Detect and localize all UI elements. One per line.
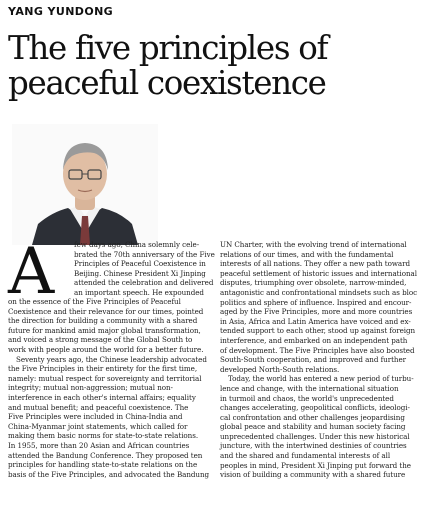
text-line: interests of all nations. They offer a new path toward <box>220 259 411 269</box>
text-line: attended the celebration and delivered <box>74 278 214 288</box>
headline-line-2: peaceful coexistence <box>8 64 326 102</box>
text-line: and mutual benefit; and peaceful coexistence. The <box>8 402 189 412</box>
text-line: work with people around the world for a better future. <box>8 344 204 354</box>
text-line: attended the Bandung Conference. They proposed ten <box>8 450 203 460</box>
text-line: peaceful settlement of historic issues and international <box>220 268 417 278</box>
drop-cap: A <box>8 235 55 309</box>
text-line: peoples in mind, President Xi Jinping put forward the <box>220 460 411 470</box>
text-line: South-South cooperation, and improved and further <box>220 355 406 365</box>
text-line: vision of building a community with a shared future <box>220 470 406 480</box>
text-line: Beijing. Chinese President Xi Jinping <box>74 268 206 278</box>
article-headline <box>8 31 428 101</box>
text-line: relations of our times, and with the fundamental <box>220 249 394 259</box>
text-line: aged by the Five Principles, more and more countries <box>220 307 413 317</box>
text-line: global peace and stability and human society facing <box>220 422 406 432</box>
text-line: in Asia, Africa and Latin America have voiced and ex- <box>220 316 411 326</box>
text-line: the Five Principles in their entirety for the first time, <box>8 364 198 374</box>
text-line: integrity; mutual non-aggression; mutual non- <box>8 383 173 393</box>
text-line: antagonistic and confrontational mindsets such as bloc <box>220 287 418 297</box>
text-line: on the essence of the Five Principles of Peaceful <box>8 297 181 306</box>
text-line: namely: mutual respect for sovereignty and territorial <box>8 373 202 383</box>
text-line: disputes, triumphing over obsolete, narrow-minded, <box>220 278 407 288</box>
text-line: China-Myanmar joint statements, which called for <box>8 421 188 431</box>
text-line: an important speech. He expounded <box>74 287 204 297</box>
text-line: unprecedented challenges. Under this new historical <box>220 431 410 441</box>
text-line: and voiced a strong message of the Global South to <box>8 335 193 345</box>
text-line: developed North-South relations. <box>220 364 340 374</box>
text-line: future for mankind amid major global transformation, <box>8 325 201 335</box>
text-line: of development. The Five Principles have also boosted <box>220 345 415 355</box>
text-line: interference in each other's internal affairs; equality <box>8 392 196 402</box>
text-line: and the shared and fundamental interests of all <box>220 451 391 461</box>
text-line: lence and change, with the international situation <box>220 383 399 393</box>
text-line: in turmoil and chaos, the world's unprecedented <box>220 393 394 403</box>
headline-line-1: The five principles of <box>8 29 328 67</box>
author-portrait-photo <box>12 124 158 245</box>
text-line: the direction for building a community with a shared <box>8 316 198 326</box>
text-line: Seventy years ago, the Chinese leadership advocated <box>16 354 207 364</box>
text-line: Five Principles were included in China-India and <box>8 412 183 422</box>
text-line: Coexistence and their relevance for our times, pointed <box>8 306 204 316</box>
text-line: brated the 70th anniversary of the Five <box>74 249 215 259</box>
text-line: Today, the world has entered a new period of turbu- <box>228 374 414 384</box>
column-1-body <box>8 297 209 479</box>
portrait-photo-icon <box>12 124 158 245</box>
text-line: changes accelerating, geopolitical conflicts, ideologi- <box>220 403 410 413</box>
text-line: tended support to each other, stood up against foreign <box>220 326 416 336</box>
text-line: In 1955, more than 20 Asian and African countries <box>8 440 190 450</box>
text-line: Principles of Peaceful Coexistence in <box>74 259 206 269</box>
text-line: cal confrontation and other challenges jeopardising <box>220 412 405 422</box>
text-line: making them basic norms for state-to-state relations. <box>8 431 199 441</box>
column-2-body <box>220 240 417 480</box>
text-line: basis of the Five Principles, and advocated the Bandung <box>8 469 210 479</box>
column-1-intro <box>74 240 215 298</box>
text-line: interference, and embarked on an independent path <box>220 335 408 345</box>
text-line: juncture, with the intertwined destinies of countries <box>220 441 407 451</box>
text-line: few days ago, China solemnly cele- <box>74 240 200 249</box>
author-byline: YANG YUNDONG <box>8 5 114 18</box>
text-line: principles for handling state-to-state relations on the <box>8 460 198 470</box>
text-line: politics and sphere of influence. Inspired and encour- <box>220 297 412 307</box>
text-line: UN Charter, with the evolving trend of international <box>220 240 407 249</box>
